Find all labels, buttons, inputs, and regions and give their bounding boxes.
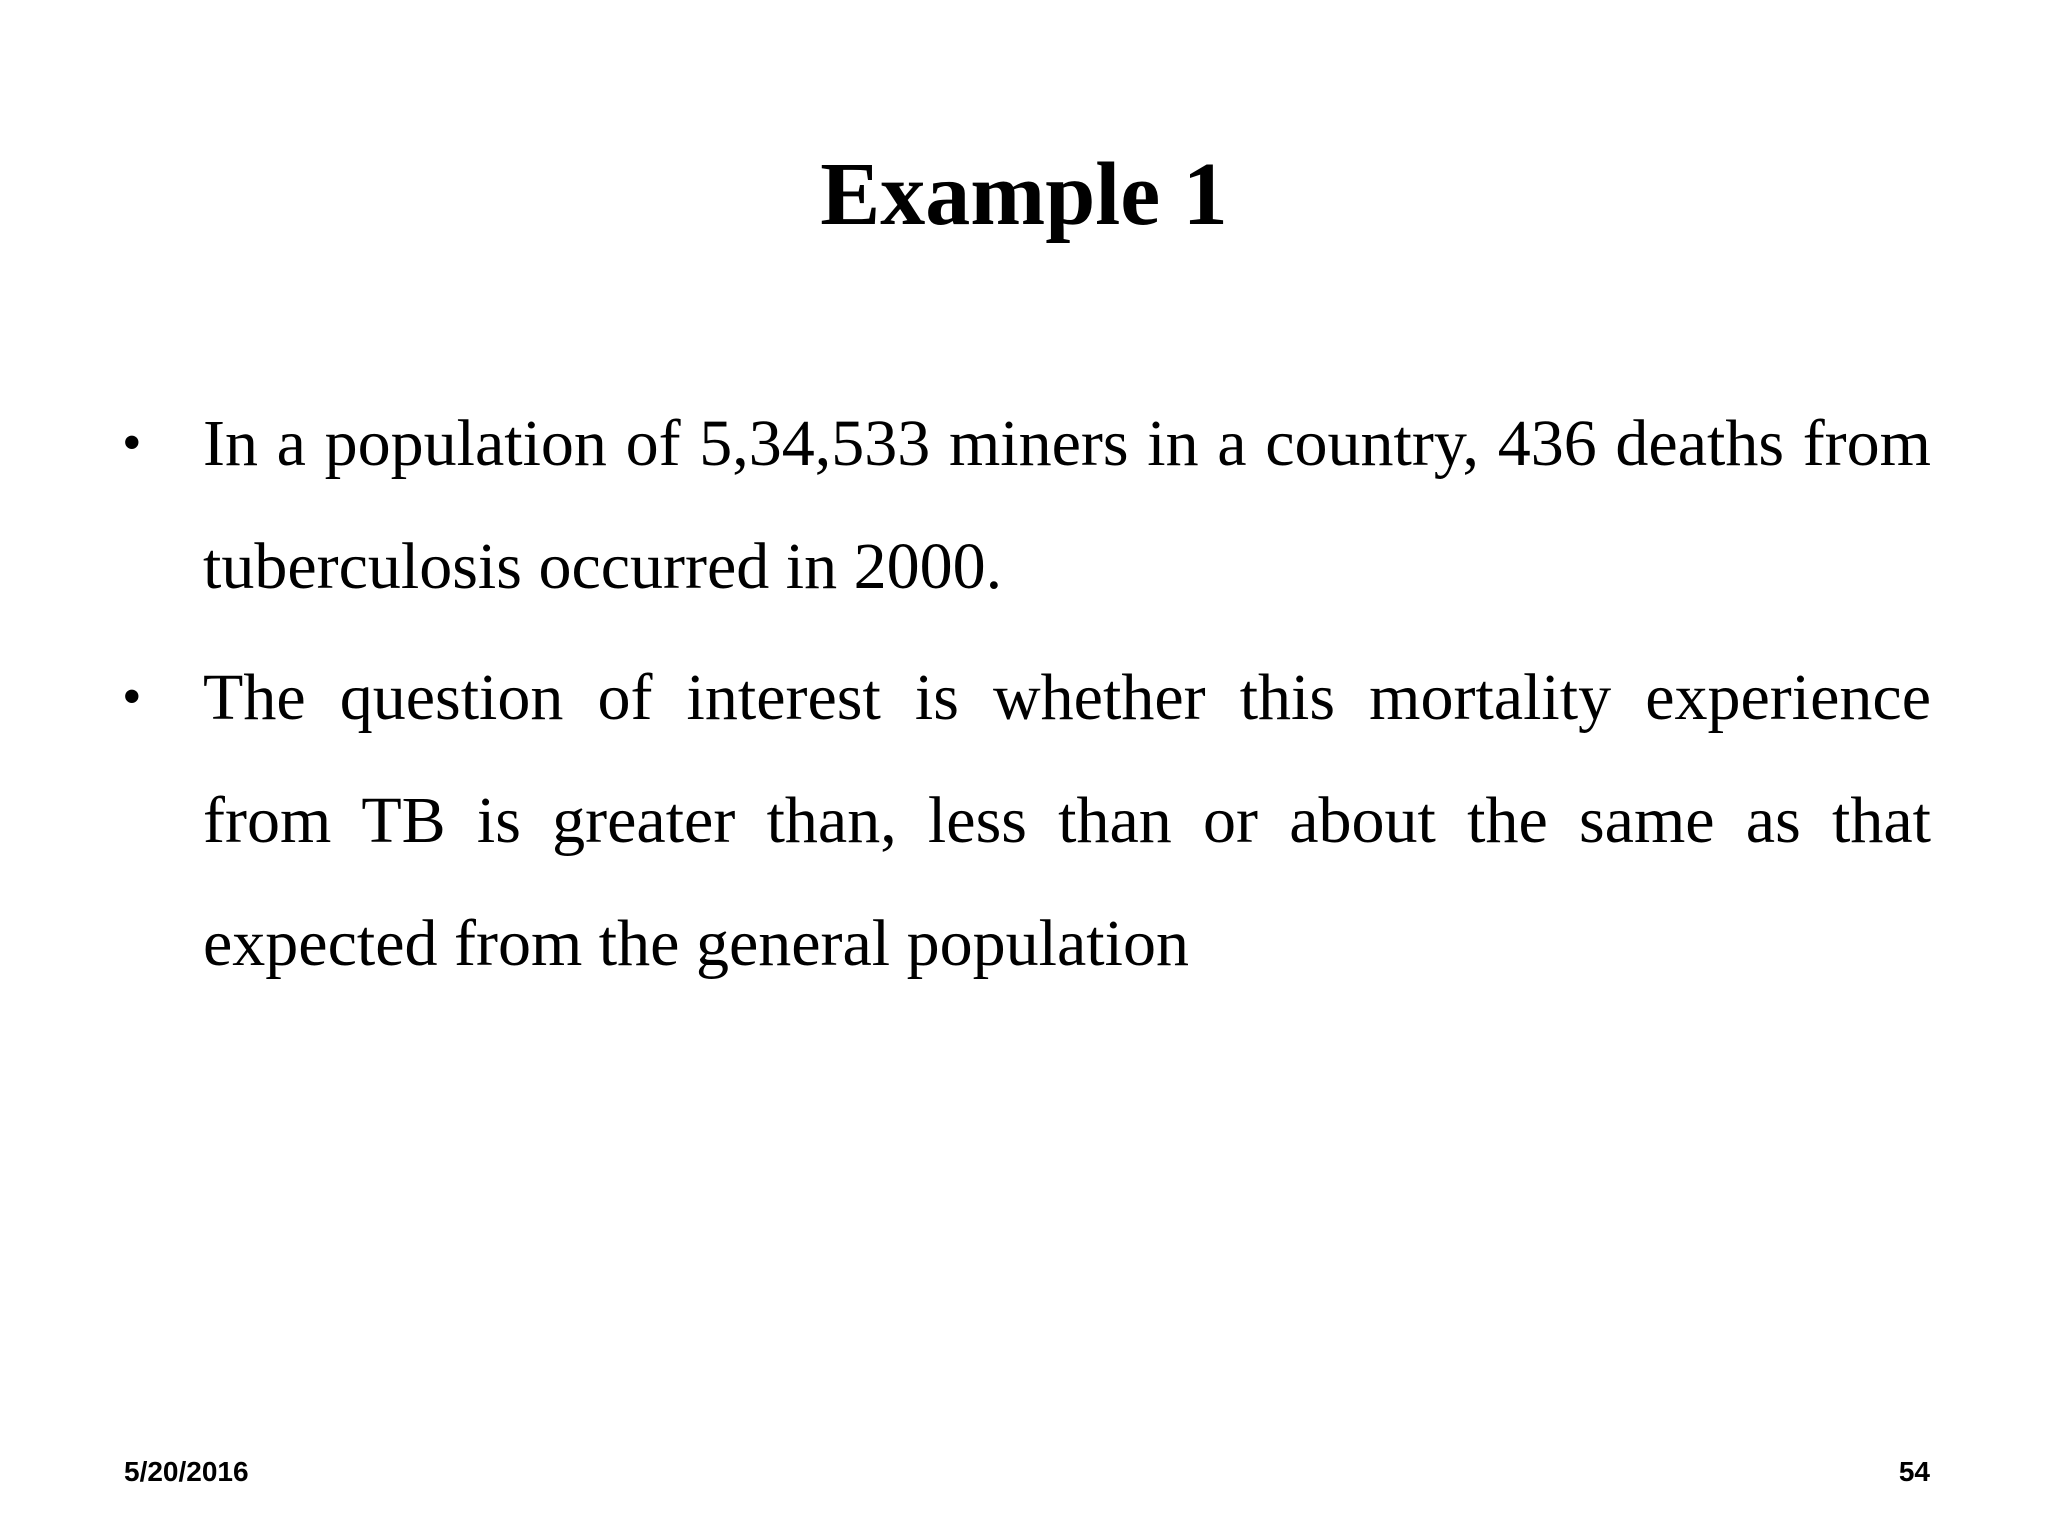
bullet-icon: •: [122, 412, 142, 474]
bullet-text: In a population of 5,34,533 miners in a country, 436 deaths from tuberculosis occurred in 2000.: [203, 407, 1931, 603]
bullet-item: [0, 382, 2048, 628]
bullet-icon: •: [122, 666, 142, 728]
page-number: 54: [1898, 1456, 1930, 1487]
slide-title: Example 1: [820, 145, 1228, 244]
footer-date: 5/20/2016: [124, 1456, 249, 1487]
bullet-list: [0, 382, 2048, 1013]
bullet-item: [0, 636, 2048, 1005]
bullet-text: The question of interest is whether this mortality experience from TB is greater than, less than or about the same as that expected from the general population: [203, 661, 1931, 980]
